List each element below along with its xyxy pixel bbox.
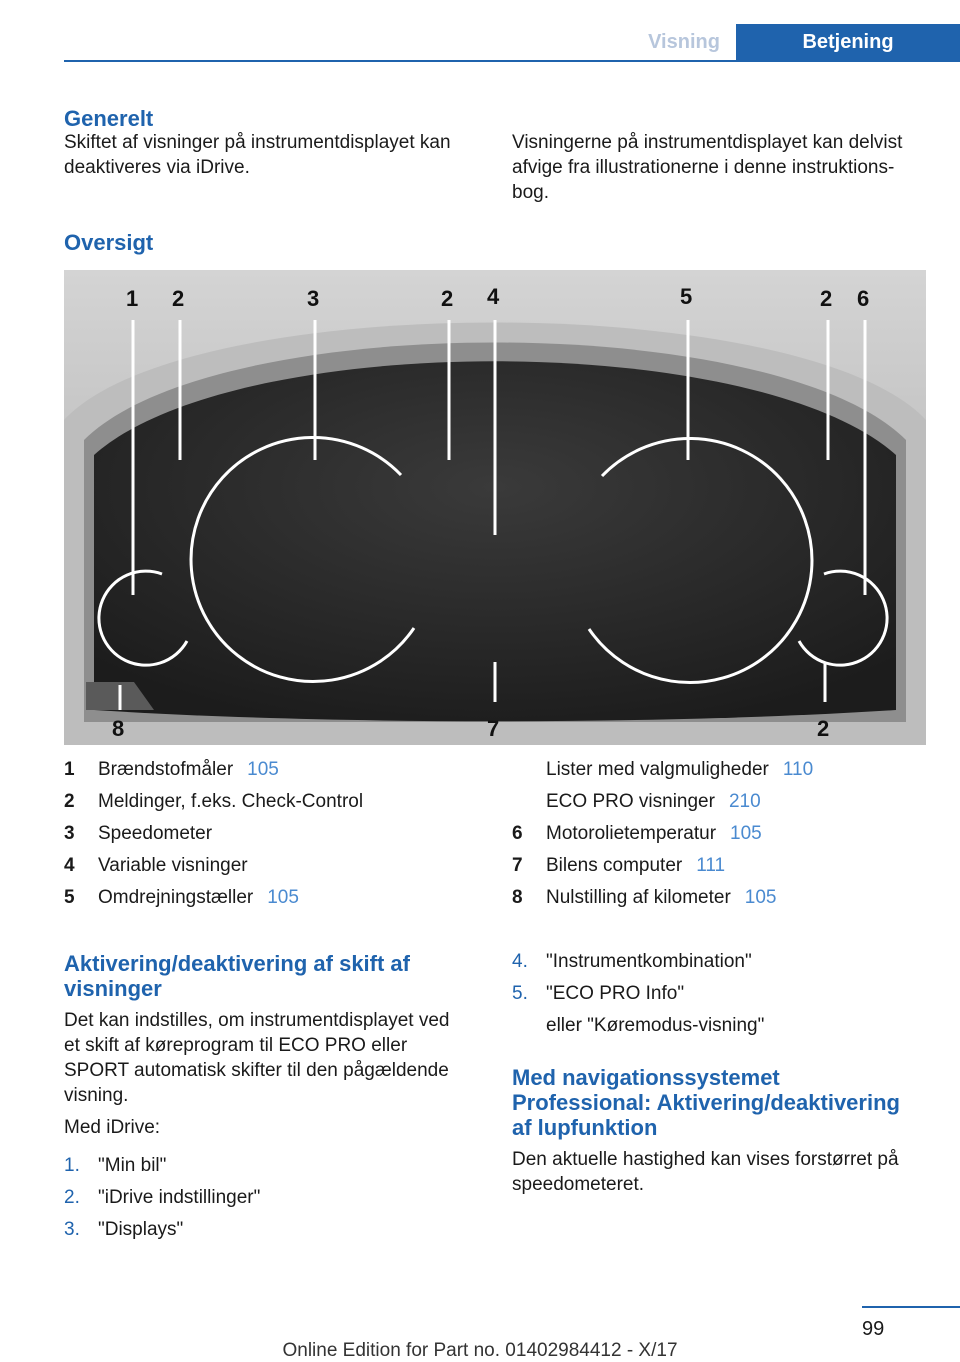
page-link[interactable]: 105 <box>247 759 279 780</box>
text-line: speedometeret. <box>512 1174 645 1195</box>
step-text: "iDrive indstillinger" <box>98 1187 261 1208</box>
page-link[interactable]: 210 <box>728 791 761 812</box>
title-line: Aktivering/deaktivering af skift af <box>64 951 410 976</box>
legend-item <box>512 754 932 786</box>
section-title-aktivering <box>64 951 484 1001</box>
legend-text: Bilens computer 111 <box>546 855 726 876</box>
text-line: Den aktuelle hastighed kan vises forstørret på <box>512 1149 899 1170</box>
instrument-cluster-illustration <box>64 270 926 745</box>
legend-number: 6 <box>512 823 523 844</box>
legend-number: 7 <box>512 855 523 876</box>
text-line: visning. <box>64 1085 129 1106</box>
header-tab-visning[interactable]: Visning <box>648 31 720 53</box>
title-line: visninger <box>64 976 162 1001</box>
legend-text: Meldinger, f.eks. Check-Control <box>98 791 364 812</box>
step-text: eller "Køremodus-visning" <box>546 1015 765 1036</box>
step-item <box>512 946 932 978</box>
legend-right <box>512 754 932 914</box>
step-item <box>64 1150 484 1182</box>
text-line: et skift af køreprogram til ECO PRO eller <box>64 1035 408 1056</box>
step-text: "Displays" <box>98 1219 184 1240</box>
legend-text: Brændstofmåler 105 <box>98 759 279 780</box>
step-text: "Min bil" <box>98 1155 167 1176</box>
step-number: 1. <box>64 1155 80 1176</box>
step-item <box>64 1182 484 1214</box>
legend-number: 4 <box>64 855 75 876</box>
legend-item <box>64 882 484 914</box>
page-link[interactable]: 105 <box>744 887 777 908</box>
callout-label: 8 <box>112 716 125 741</box>
step-item <box>512 978 932 1010</box>
text-line: bog. <box>512 182 549 203</box>
steps-left <box>64 1150 484 1246</box>
callout-label: 2 <box>817 716 830 741</box>
instrument-cluster-figure <box>64 270 926 745</box>
header-tab-betjening[interactable]: Betjening <box>736 24 960 61</box>
callout-label: 7 <box>487 716 500 741</box>
callout-label: 2 <box>172 286 185 311</box>
step-item <box>512 1010 932 1042</box>
step-text: "ECO PRO Info" <box>546 983 685 1004</box>
legend-text: Nulstilling af kilometer 105 <box>546 887 777 908</box>
callout-label: 4 <box>487 284 500 309</box>
text-line: Det kan indstilles, om instrumentdisplayet ved <box>64 1010 450 1031</box>
steps-right <box>512 946 932 1042</box>
header-rule <box>64 60 960 62</box>
text-line: SPORT automatisk skifter til den pågældende <box>64 1060 449 1081</box>
generelt-left-paragraph <box>64 130 451 180</box>
legend-number: 2 <box>64 791 75 812</box>
page-number: 99 <box>862 1318 885 1340</box>
step-number: 3. <box>64 1219 80 1240</box>
section-title-generelt: Generelt <box>64 106 154 131</box>
callout-label: 3 <box>307 286 320 311</box>
legend-text: Speedometer <box>98 823 213 844</box>
legend-item <box>64 754 484 786</box>
text-line: afvige fra illustrationerne i denne instruktions- <box>512 157 895 178</box>
page-link[interactable]: 105 <box>730 823 762 844</box>
callout-label: 1 <box>126 286 139 311</box>
idrive-intro: Med iDrive: <box>64 1117 161 1138</box>
step-item <box>64 1214 484 1246</box>
legend-item <box>64 818 484 850</box>
text-line: Skiftet af visninger på instrumentdisplayet kan <box>64 132 451 153</box>
legend-number: 3 <box>64 823 75 844</box>
edition-note: Online Edition for Part no. 01402984412 - X/17 <box>282 1340 678 1361</box>
legend-text: Variable visninger <box>98 855 248 876</box>
legend-text: Omdrejningstæller 105 <box>98 887 299 908</box>
legend-number: 8 <box>512 887 523 908</box>
legend-item <box>512 786 932 818</box>
generelt-right-paragraph <box>512 130 902 205</box>
text-line: deaktiveres via iDrive. <box>64 157 250 178</box>
callout-label: 6 <box>857 286 870 311</box>
footer-rule <box>862 1306 960 1308</box>
callout-label: 2 <box>441 286 454 311</box>
title-line: af lupfunktion <box>512 1115 658 1140</box>
aktivering-paragraph <box>64 1008 484 1108</box>
page-link[interactable]: 111 <box>696 855 726 876</box>
step-number: 2. <box>64 1187 80 1208</box>
step-number: 5. <box>512 983 528 1004</box>
legend-text: Motorolietemperatur 105 <box>546 823 762 844</box>
title-line: Med navigationssystemet <box>512 1065 780 1090</box>
title-line: Professional: Aktivering/deaktivering <box>512 1090 900 1115</box>
page-link[interactable]: 105 <box>267 887 299 908</box>
legend-item <box>512 882 932 914</box>
legend-left <box>64 754 484 914</box>
callout-label: 5 <box>680 284 693 309</box>
section-title-oversigt: Oversigt <box>64 230 154 255</box>
legend-text: ECO PRO visninger 210 <box>546 791 761 812</box>
step-number: 4. <box>512 951 528 972</box>
legend-number: 1 <box>64 759 75 780</box>
legend-text: Lister med valgmuligheder 110 <box>546 759 814 780</box>
page-link[interactable]: 110 <box>782 759 814 780</box>
legend-item <box>64 850 484 882</box>
section-title-navigation <box>512 1065 932 1140</box>
navigation-paragraph <box>512 1147 932 1197</box>
legend-item <box>512 818 932 850</box>
text-line: Visningerne på instrumentdisplayet kan delvist <box>512 132 903 153</box>
legend-number: 5 <box>64 887 75 908</box>
step-text: "Instrumentkombination" <box>546 951 752 972</box>
legend-item <box>512 850 932 882</box>
callout-label: 2 <box>820 286 833 311</box>
legend-item <box>64 786 484 818</box>
